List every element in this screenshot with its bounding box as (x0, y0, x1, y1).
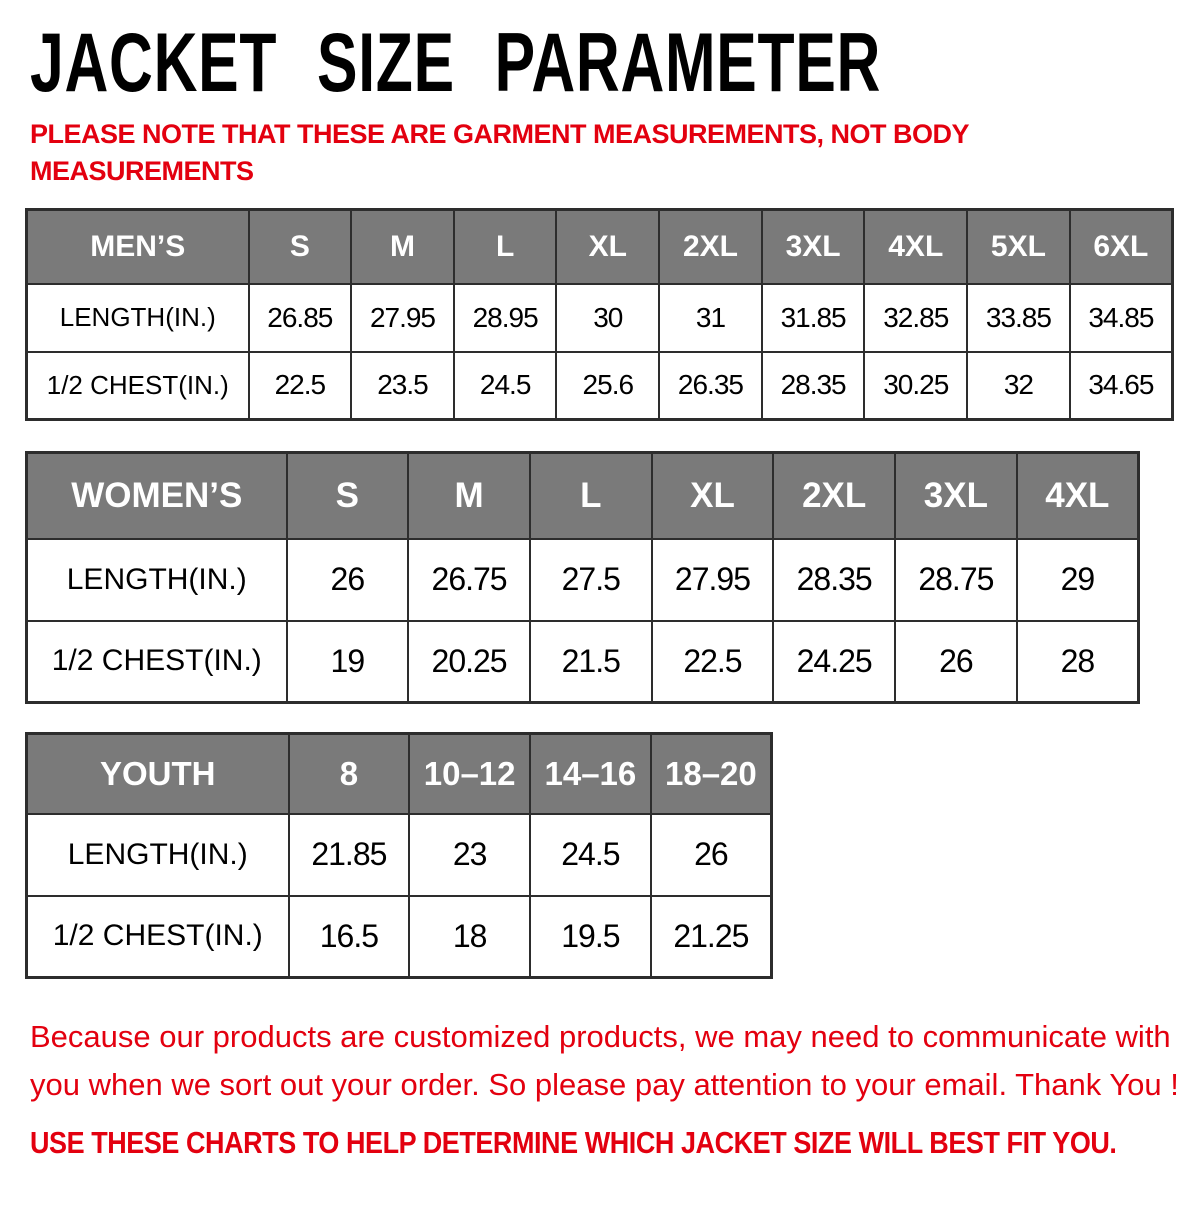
size-value-cell: 32 (967, 352, 1070, 420)
size-value-cell: 28.35 (762, 352, 865, 420)
chart-usage-note (30, 1123, 1200, 1163)
size-value-cell: 26.85 (249, 284, 352, 352)
size-value-cell: 29 (1017, 539, 1139, 621)
size-value-cell: 25.6 (556, 352, 659, 420)
measurement-row (27, 284, 1173, 352)
size-value-cell: 21.25 (651, 896, 772, 978)
chart-usage-note-text: USE THESE CHARTS TO HELP DETERMINE WHICH JACKET SIZE WILL BEST FIT YOU. (30, 1125, 1117, 1160)
measurement-row (27, 352, 1173, 420)
size-header-row (27, 210, 1173, 284)
size-table-womens (25, 451, 1140, 704)
size-value-cell: 22.5 (652, 621, 774, 703)
size-value-cell: 23.5 (351, 352, 454, 420)
size-value-cell: 30.25 (864, 352, 967, 420)
size-value-cell: 34.65 (1070, 352, 1173, 420)
size-col-header: 4XL (1017, 453, 1139, 539)
size-value-cell: 31 (659, 284, 762, 352)
size-value-cell: 28.95 (454, 284, 557, 352)
size-col-header: 14–16 (530, 734, 651, 814)
page-title (30, 16, 1200, 110)
size-value-cell: 26.75 (408, 539, 530, 621)
size-value-cell: 19 (287, 621, 409, 703)
size-value-cell: 26 (651, 814, 772, 896)
size-col-header: L (530, 453, 652, 539)
size-value-cell: 33.85 (967, 284, 1070, 352)
size-table-mens (25, 208, 1174, 421)
size-col-header: 5XL (967, 210, 1070, 284)
size-col-header: 2XL (773, 453, 895, 539)
size-col-header: 18–20 (651, 734, 772, 814)
size-value-cell: 34.85 (1070, 284, 1173, 352)
row-label-cell: 1/2 CHEST(IN.) (27, 352, 249, 420)
size-col-header: 2XL (659, 210, 762, 284)
size-table-youth (25, 732, 773, 979)
size-col-header: L (454, 210, 557, 284)
table-name-cell: MEN’S (27, 210, 249, 284)
size-value-cell: 20.25 (408, 621, 530, 703)
size-value-cell: 16.5 (289, 896, 410, 978)
size-col-header: 8 (289, 734, 410, 814)
size-col-header: 4XL (864, 210, 967, 284)
size-value-cell: 23 (409, 814, 530, 896)
size-value-cell: 19.5 (530, 896, 651, 978)
customization-notice: Because our products are customized products, we may need to communicate with you when we sort out your order. So please pay attention to your email. Thank You ! (30, 1019, 1179, 1102)
size-col-header: M (351, 210, 454, 284)
size-value-cell: 24.5 (454, 352, 557, 420)
size-value-cell: 27.95 (652, 539, 774, 621)
measurement-note: PLEASE NOTE THAT THESE ARE GARMENT MEASUREMENTS, NOT BODY MEASUREMENTS (30, 119, 969, 186)
row-label-cell: LENGTH(IN.) (27, 539, 287, 621)
page-title-text: JACKET SIZE PARAMETER (30, 16, 882, 110)
size-value-cell: 31.85 (762, 284, 865, 352)
size-col-header: 6XL (1070, 210, 1173, 284)
size-value-cell: 24.5 (530, 814, 651, 896)
size-value-cell: 26.35 (659, 352, 762, 420)
row-label-cell: LENGTH(IN.) (27, 284, 249, 352)
table-name-cell: YOUTH (27, 734, 289, 814)
size-value-cell: 27.95 (351, 284, 454, 352)
jacket-size-chart-page (0, 16, 1200, 1220)
size-col-header: 10–12 (409, 734, 530, 814)
size-value-cell: 24.25 (773, 621, 895, 703)
size-header-row (27, 734, 772, 814)
row-label-cell: 1/2 CHEST(IN.) (27, 621, 287, 703)
size-col-header: XL (556, 210, 659, 284)
size-value-cell: 26 (287, 539, 409, 621)
size-value-cell: 28.35 (773, 539, 895, 621)
size-col-header: M (408, 453, 530, 539)
size-value-cell: 18 (409, 896, 530, 978)
size-value-cell: 28.75 (895, 539, 1017, 621)
size-col-header: 3XL (762, 210, 865, 284)
measurement-row (27, 539, 1139, 621)
size-value-cell: 30 (556, 284, 659, 352)
table-name-cell: WOMEN’S (27, 453, 287, 539)
size-col-header: XL (652, 453, 774, 539)
size-col-header: S (249, 210, 352, 284)
size-tables-container (25, 208, 1200, 979)
size-value-cell: 21.85 (289, 814, 410, 896)
measurement-row (27, 896, 772, 978)
size-value-cell: 21.5 (530, 621, 652, 703)
row-label-cell: 1/2 CHEST(IN.) (27, 896, 289, 978)
size-header-row (27, 453, 1139, 539)
size-value-cell: 32.85 (864, 284, 967, 352)
row-label-cell: LENGTH(IN.) (27, 814, 289, 896)
size-col-header: 3XL (895, 453, 1017, 539)
measurement-row (27, 814, 772, 896)
size-col-header: S (287, 453, 409, 539)
size-value-cell: 28 (1017, 621, 1139, 703)
size-value-cell: 26 (895, 621, 1017, 703)
size-value-cell: 27.5 (530, 539, 652, 621)
size-value-cell: 22.5 (249, 352, 352, 420)
measurement-row (27, 621, 1139, 703)
